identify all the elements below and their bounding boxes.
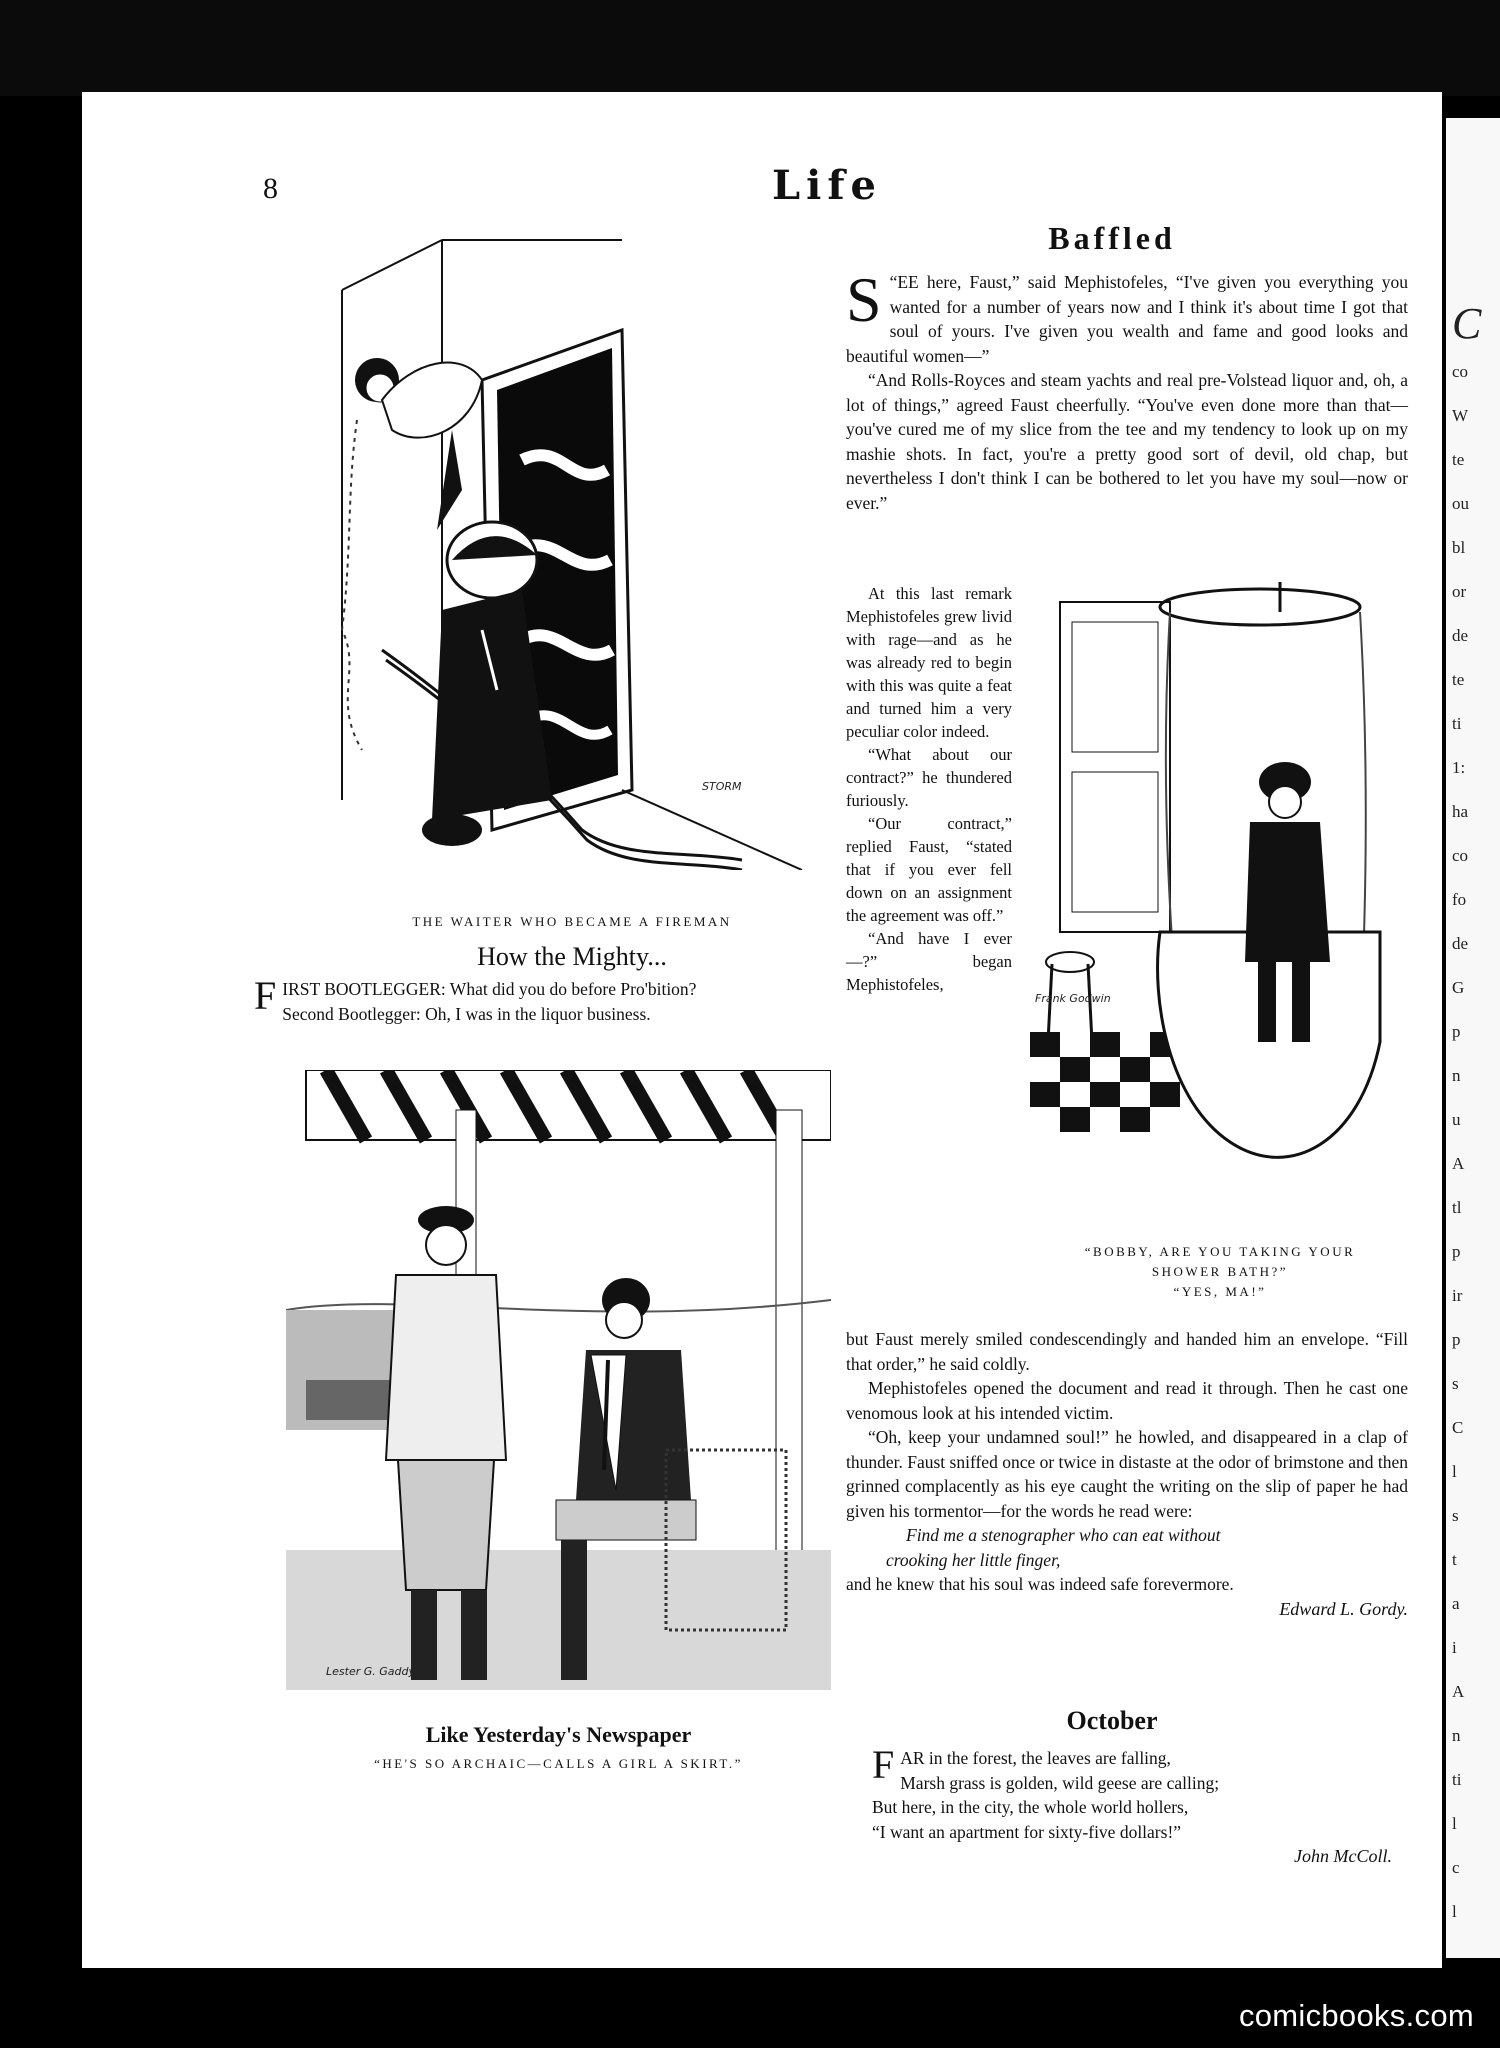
paragraph: but Faust merely smiled condescendingly and handed him an envelope. “Fill that order,” he said coldly. — [846, 1329, 1408, 1374]
page-number: 8 — [263, 172, 278, 205]
adjacent-page-fragment: co — [1452, 846, 1469, 865]
poem-line: But here, in the city, the whole world hollers, — [872, 1797, 1189, 1817]
cartoon-signature: Lester G. Gaddy — [326, 1665, 415, 1678]
adjacent-page-edge — [1446, 118, 1500, 1958]
adjacent-page-fragment: p — [1452, 1242, 1461, 1261]
adjacent-page-fragment: i — [1452, 1638, 1457, 1657]
watermark: comicbooks.com — [1238, 1998, 1474, 2033]
paragraph: and he knew that his soul was indeed safe forevermore. — [846, 1574, 1234, 1594]
paragraph: “Our contract,” replied Faust, “stated that if you ever fell down on an assignment the agreement was off.” — [846, 814, 1012, 925]
cartoon-signature: Frank Godwin — [1035, 992, 1111, 1005]
author-signature: John McColl. — [1294, 1846, 1392, 1866]
caption-line: “YES, MA!” — [1173, 1284, 1267, 1299]
adjacent-page-fragment: s — [1452, 1506, 1459, 1525]
dialogue-line: IRST BOOTLEGGER: What did you do before Pro'bition? — [282, 979, 697, 999]
caption-line: SHOWER BATH?” — [1151, 1264, 1289, 1279]
paragraph: At this last remark Mephistofeles grew livid with rage—and as he was already red to begin with this was quite a feat and turned him a very peculiar color indeed. — [846, 584, 1012, 741]
adjacent-page-fragment: ti — [1452, 1770, 1462, 1789]
cartoon-caption: “HE'S SO ARCHAIC—CALLS A GIRL A SKIRT.” — [374, 1756, 743, 1771]
paragraph: “EE here, Faust,” said Mephistofeles, “I've given you everything you wanted for a number of years now and I think it's about time I got that soul of yours. I've given you wealth and fame and good looks and beautiful women—” — [846, 272, 1408, 366]
adjacent-page-fragment: W — [1452, 406, 1469, 425]
adjacent-page-fragment: C — [1452, 299, 1482, 348]
cartoon-caption — [1030, 1242, 1410, 1302]
poem-line: Marsh grass is golden, wild geese are calling; — [900, 1772, 1220, 1793]
adjacent-page-fragment: A — [1452, 1154, 1465, 1173]
adjacent-page-fragment: l — [1452, 1814, 1457, 1833]
cartoon-signature: STORM — [702, 780, 742, 793]
adjacent-page-fragment: n — [1452, 1726, 1461, 1745]
adjacent-page-fragment: n — [1452, 1066, 1461, 1085]
cartoon-waiter-fireman — [322, 230, 822, 870]
drop-cap: F — [872, 1742, 895, 1787]
adjacent-page-fragment: 1: — [1452, 758, 1466, 777]
paragraph: Mephistofeles opened the document and read it through. Then he cast one venomous look at his intended victim. — [846, 1378, 1408, 1423]
poem-line: AR in the forest, the leaves are falling, — [900, 1748, 1171, 1768]
poem-body — [872, 1742, 1392, 1869]
adjacent-page-fragment: A — [1452, 1682, 1465, 1701]
adjacent-page-fragment: de — [1452, 934, 1469, 953]
adjacent-page-fragment: ir — [1452, 1286, 1463, 1305]
dialogue-block — [254, 973, 816, 1026]
adjacent-page-fragment: or — [1452, 582, 1467, 601]
adjacent-page-fragment: te — [1452, 450, 1465, 469]
masthead: Life — [772, 162, 882, 209]
cartoon-caption: THE WAITER WHO BECAME A FIREMAN — [412, 914, 732, 929]
paragraph: “Oh, keep your undamned soul!” he howled, and disappeared in a clap of thunder. Faust sniffed once or twice in distaste at the odor of brimstone and then grinned complacently as his eye caught the writing on the slip of paper he had given his tormentor—for the words he read were: — [846, 1427, 1408, 1521]
paragraph: “And have I ever—?” began Mephistofeles, — [846, 929, 1012, 994]
article-body-narrow — [846, 582, 1012, 996]
adjacent-page-fragment: fo — [1452, 890, 1467, 909]
adjacent-page-fragment: ha — [1452, 802, 1469, 821]
adjacent-page-fragment: u — [1452, 1110, 1461, 1129]
poem-title: October — [1066, 1706, 1158, 1735]
adjacent-page-fragment: a — [1452, 1594, 1460, 1613]
adjacent-page-fragment: G — [1452, 978, 1465, 997]
adjacent-page-fragment: co — [1452, 362, 1469, 381]
adjacent-page-fragment: t — [1452, 1550, 1457, 1569]
adjacent-page-fragment: de — [1452, 626, 1469, 645]
adjacent-page-fragment: ti — [1452, 714, 1462, 733]
cartoon-title: Like Yesterday's Newspaper — [425, 1722, 692, 1747]
adjacent-page-fragment: tl — [1452, 1198, 1462, 1217]
article-body-bottom — [846, 1327, 1408, 1621]
dialogue-line: Second Bootlegger: Oh, I was in the liquor business. — [282, 1003, 651, 1024]
adjacent-page-fragment: c — [1452, 1858, 1460, 1877]
scan-border — [0, 0, 1500, 96]
adjacent-page-fragment: ou — [1452, 494, 1469, 513]
author-signature: Edward L. Gordy. — [1279, 1598, 1408, 1619]
cartoon-golfers — [286, 1070, 831, 1690]
adjacent-page-fragment: s — [1452, 1374, 1459, 1393]
adjacent-page-fragment: te — [1452, 670, 1465, 689]
article-body-top — [846, 264, 1408, 515]
adjacent-page-fragment: bl — [1452, 538, 1466, 557]
adjacent-page-fragment: l — [1452, 1462, 1457, 1481]
article-title: Baffled — [1048, 220, 1176, 256]
adjacent-page-fragment: p — [1452, 1022, 1461, 1041]
paragraph: “What about our contract?” he thundered furiously. — [846, 745, 1012, 810]
adjacent-page-fragment: l — [1452, 1902, 1457, 1921]
poem-line: “I want an apartment for sixty-five dollars!” — [872, 1821, 1182, 1842]
caption-line: “BOBBY, ARE YOU TAKING YOUR — [1084, 1244, 1356, 1259]
drop-cap: F — [254, 973, 277, 1018]
magazine-page — [82, 92, 1442, 1968]
verse-line: Find me a stenographer who can eat without — [906, 1525, 1221, 1545]
section-title: How the Mighty... — [477, 942, 667, 971]
verse-line: crooking her little finger, — [886, 1549, 1061, 1570]
adjacent-page-fragment: p — [1452, 1330, 1461, 1349]
drop-cap: S — [846, 264, 882, 335]
cartoon-shower — [1030, 582, 1410, 1222]
paragraph: “And Rolls-Royces and steam yachts and real pre-Volstead liquor and, oh, a lot of things,” agreed Faust cheerfully. “You've even done more than that—you've cured me of my slice from the tee and my tendency to look up on my mashie shots. In fact, you're a pretty good sort of devil, old chap, but nevertheless I don't think I can be bothered to let you have my soul—now or ever.” — [846, 370, 1408, 513]
adjacent-page-fragment: C — [1452, 1418, 1464, 1437]
